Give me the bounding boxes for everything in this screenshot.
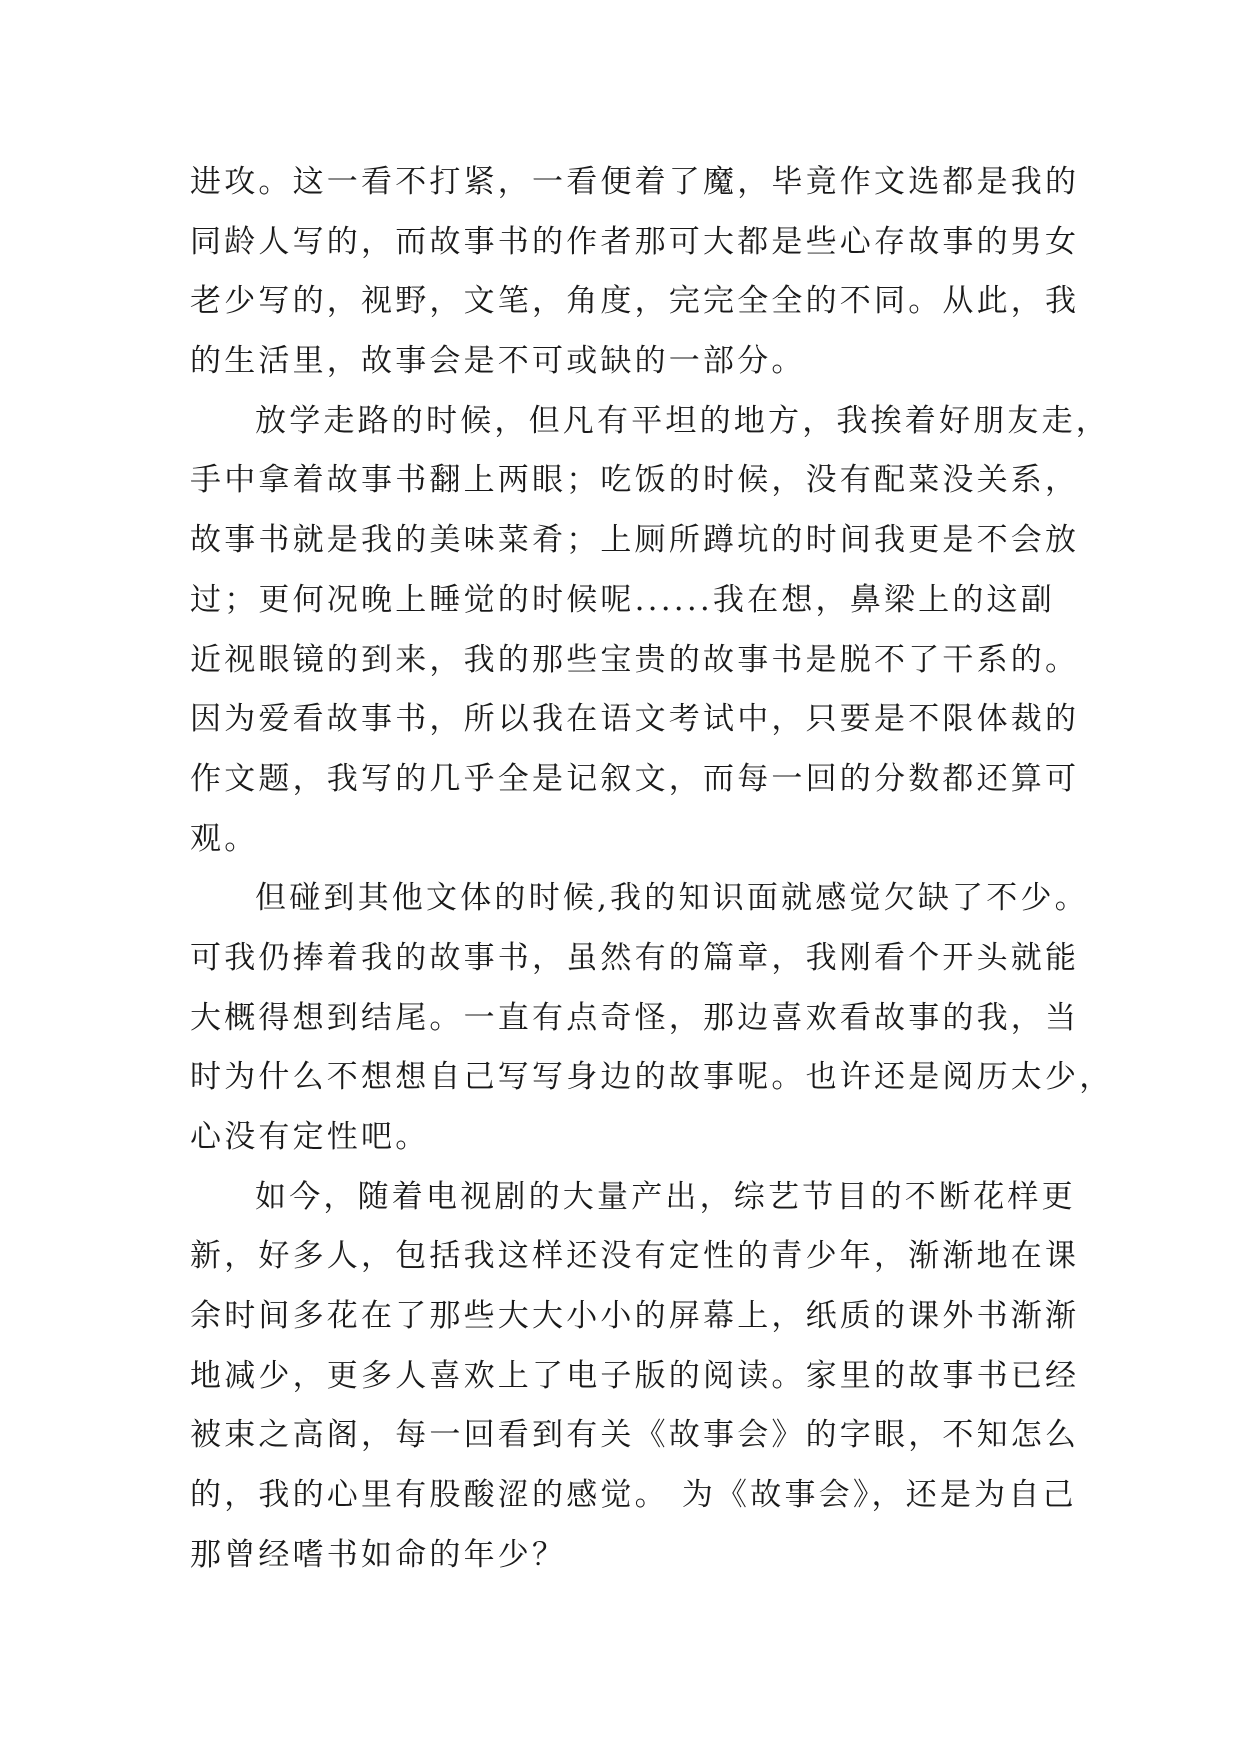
text-line: 故事书就是我的美味菜肴；上厕所蹲坑的时间我更是不会放 — [190, 522, 1080, 559]
text-line: 的，我的心里有股酸涩的感觉。 为《故事会》，还是为自己 — [190, 1477, 1077, 1514]
paragraph-first-line: 放学走路的时候，但凡有平坦的地方，我挨着好朋友走， — [255, 402, 1110, 439]
text-line: 被束之高阁，每一回看到有关《故事会》的字眼，不知怎么 — [190, 1417, 1080, 1454]
text-line: 可我仍捧着我的故事书，虽然有的篇章，我刚看个开头就能 — [190, 939, 1080, 976]
text-line: 大概得想到结尾。一直有点奇怪，那边喜欢看故事的我，当 — [190, 999, 1080, 1036]
text-line: 手中拿着故事书翻上两眼；吃饭的时候，没有配菜没关系， — [190, 462, 1080, 499]
document-body — [190, 153, 1114, 1586]
paragraph-first-line: 但碰到其他文体的时候,我的知识面就感觉欠缺了不少。 — [255, 880, 1089, 917]
text-line: 因为爱看故事书，所以我在语文考试中，只要是不限体裁的 — [190, 701, 1080, 738]
text-line: 老少写的，视野，文笔，角度，完完全全的不同。从此，我 — [190, 283, 1080, 320]
text-line: 近视眼镜的到来，我的那些宝贵的故事书是脱不了干系的。 — [190, 641, 1080, 678]
text-line: 同龄人写的，而故事书的作者那可大都是些心存故事的男女 — [190, 223, 1080, 260]
text-line: 地减少，更多人喜欢上了电子版的阅读。家里的故事书已经 — [190, 1357, 1080, 1394]
text-line: 时为什么不想想自己写写身边的故事呢。也许还是阅历太少， — [190, 1059, 1114, 1096]
paragraph-first-line: 如今，随着电视剧的大量产出，综艺节目的不断花样更 — [255, 1178, 1076, 1215]
text-line: 余时间多花在了那些大大小小的屏幕上，纸质的课外书渐渐 — [190, 1298, 1080, 1335]
text-line: 的生活里，故事会是不可或缺的一部分。 — [190, 343, 806, 380]
text-line: 进攻。这一看不打紧，一看便着了魔，毕竟作文选都是我的 — [190, 164, 1080, 200]
text-line: 新，好多人，包括我这样还没有定性的青少年，渐渐地在课 — [190, 1238, 1080, 1275]
text-line: 过；更何况晚上睡觉的时候呢......我在想，鼻梁上的这副 — [190, 581, 1055, 618]
text-line: 心没有定性吧。 — [190, 1119, 430, 1155]
text-line: 作文题，我写的几乎全是记叙文，而每一回的分数都还算可 — [190, 760, 1080, 797]
text-line: 那曾经嗜书如命的年少？ — [190, 1536, 567, 1573]
text-line: 观。 — [190, 820, 259, 857]
